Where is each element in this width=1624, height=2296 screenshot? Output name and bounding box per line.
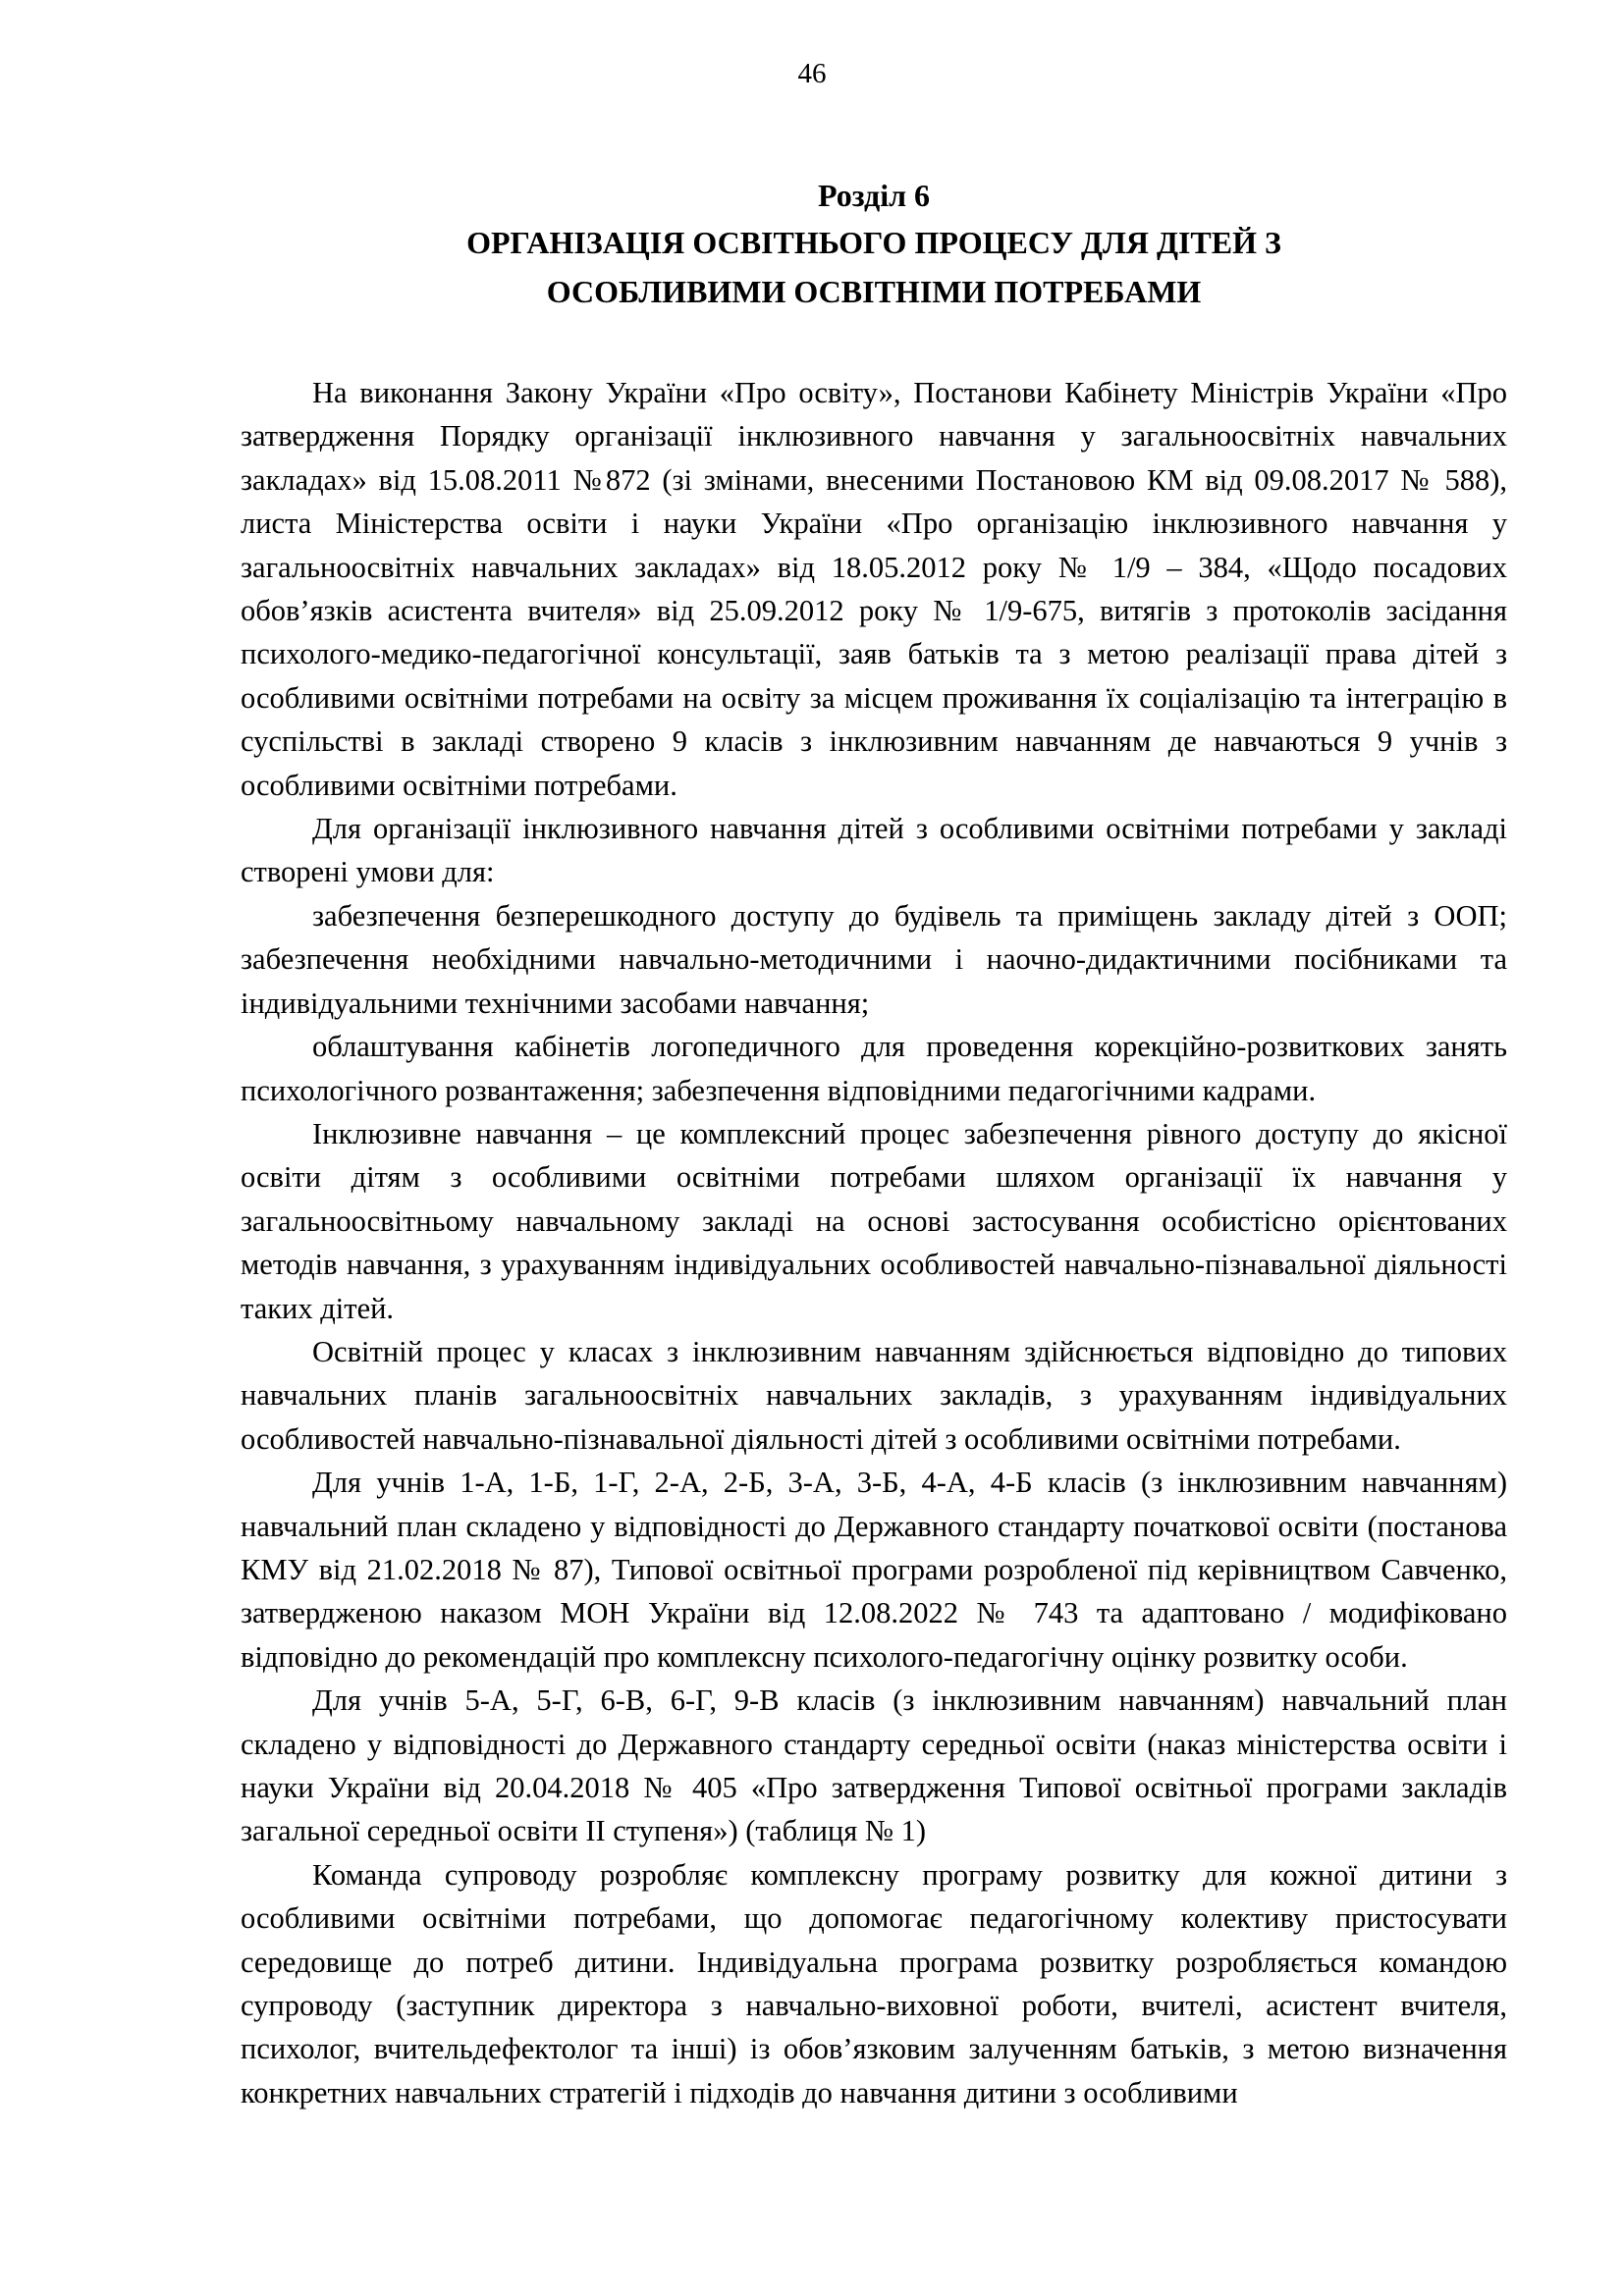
paragraph-conditions-intro: Для організації інклюзивного навчання дітей з особливими освітніми потребами у закладі створені умови для: [241,812,1507,889]
section-header [241,173,1507,316]
paragraph-secondary-plan: Для учнів 5-А, 5-Г, 6-В, 6-Г, 9-В класів (з інклюзивним навчанням) навчальний план складено у відповідності до Державного стандарту середньої освіти (наказ міністерства освіти і науки України від 20.04.2018 № 405 «Про затвердження Типової освітньої програми закладів загальної середньої освіти II ступеня») (таблиця № 1) [241,1683,1507,1848]
paragraph-support-team: Команда супроводу розробляє комплексну програму розвитку для кожної дитини з особливими освітніми потребами, що допомогає педагогічному колективу пристосувати середовище до потреб дитини. Індивідуальна програма розвитку розробляється командою супроводу (заступник директора з навчально-виховної роботи, вчителі, асистент вчителя, психолог, вчительдефектолог та інші) із обов’язковим залученням батьків, з метою визначення конкретних навчальних стратегій і підходів до навчання дитини з особливими [241,1857,1507,2109]
section-title-line-1: ОРГАНІЗАЦІЯ ОСВІТНЬОГО ПРОЦЕСУ ДЛЯ ДІТЕЙ З [466,225,1281,260]
section-label: Розділ 6 [817,178,931,213]
document-body [241,371,1507,2114]
paragraph-inclusive-definition: Інклюзивне навчання – це комплексний процес забезпечення рівного доступу до якісної освіти дітям з особливими освітніми потребами шляхом організації їх навчання у загальноосвітньому навчальному закладі на основі застосування особистісно орієнтованих методів навчання, з урахуванням індивідуальних особливостей навчально-пізнавальної діяльності таких дітей. [241,1116,1507,1325]
paragraph-primary-plan: Для учнів 1-А, 1-Б, 1-Г, 2-А, 2-Б, 3-А, 3-Б, 4-А, 4-Б класів (з інклюзивним навчанням) навчальний план складено у відповідності до Державного стандарту початкової освіти (постанова КМУ від 21.02.2018 № 87), Типової освітньої програми розробленої під керівництвом Савченко, затвердженою наказом МОН України від 12.08.2022 № 743 та адаптовано / модифіковано відповідно до рекомендацій про комплексну психолого-педагогічну оцінку розвитку особи. [241,1466,1507,1674]
page-number: 46 [797,58,827,89]
section-title-line-2: ОСОБЛИВИМИ ОСВІТНІМИ ПОТРЕБАМИ [546,274,1202,309]
paragraph-condition-cabinets: облаштування кабінетів логопедичного для проведення корекційно-розвиткових занять психологічного розвантаження; забезпечення відповідними педагогічними кадрами. [241,1030,1507,1107]
paragraph-legal-basis: На виконання Закону України «Про освіту», Постанови Кабінету Міністрів України «Про затвердження Порядку організації інклюзивного навчання у загальноосвітніх навчальних закладах» від 15.08.2011 №872 (зі змінами, внесеними Постановою КМ від 09.08.2017 № 588), листа Міністерства освіти і науки України «Про організацію інклюзивного навчання у загальноосвітніх навчальних закладах» від 18.05.2012 року № 1/9 – 384, «Щодо посадових обов’язків асистента вчителя» від 25.09.2012 року № 1/9-675, витягів з протоколів засідання психолого-медико-педагогічної консультації, заяв батьків та з метою реалізації права дітей з особливими освітніми потребами на освіту за місцем проживання їх соціалізацію та інтеграцію в суспільстві в закладі створено 9 класів з інклюзивним навчанням де навчаються 9 учнів з особливими освітніми потребами. [241,376,1507,802]
paragraph-condition-access: забезпечення безперешкодного доступу до будівель та приміщень закладу дітей з ООП; забезпечення необхідними навчально-методичними і наочно-дидактичними посібниками та індивідуальними технічними засобами навчання; [241,898,1507,1020]
paragraph-educational-process: Освітній процес у класах з інклюзивним навчанням здійснюється відповідно до типових навчальних планів загальноосвітніх навчальних закладів, з урахуванням індивідуальних особливостей навчально-пізнавальної діяльності дітей з особливими освітніми потребами. [241,1334,1507,1456]
